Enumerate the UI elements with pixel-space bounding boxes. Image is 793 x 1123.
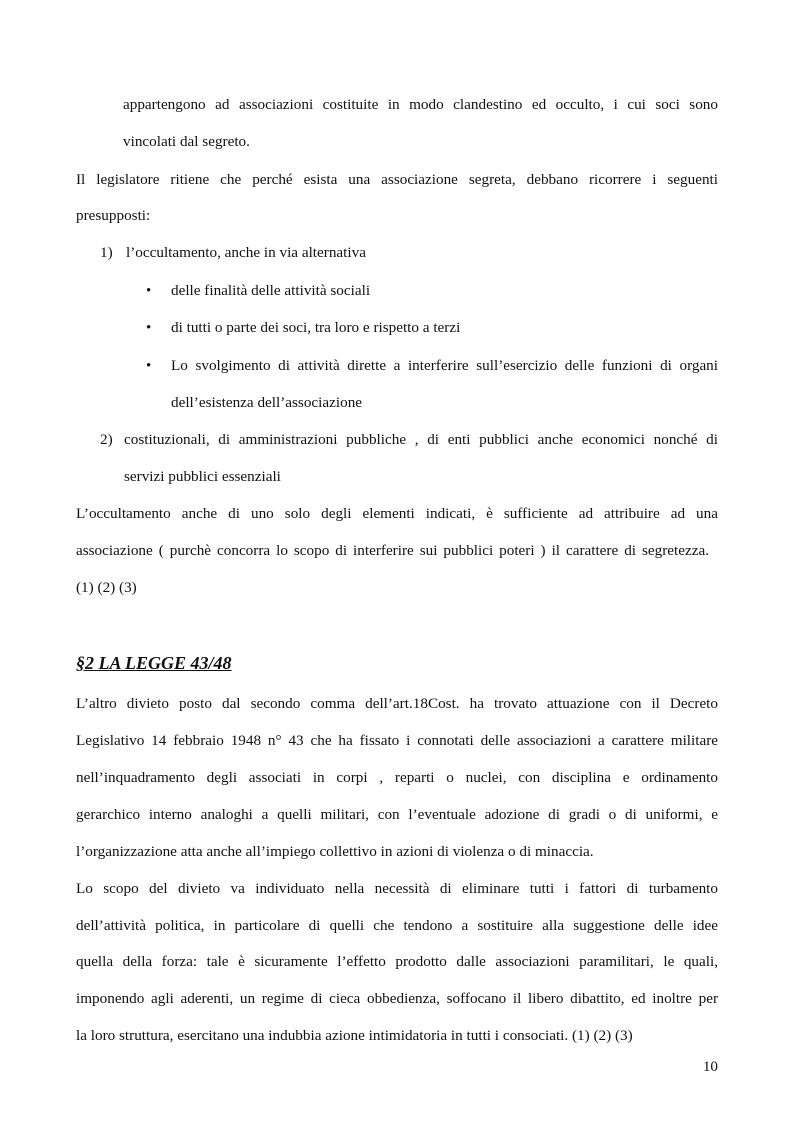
paragraph2-line-5: la loro struttura, esercitano una indubbia azione intimidatoria in tutti i consociati. (1) (2) (3)	[76, 1027, 633, 1044]
continuation-line-1: appartengono ad associazioni costituite in modo clandestino ed occulto, i cui soci sono	[123, 96, 718, 113]
bullet-icon: •	[146, 320, 152, 336]
bullet-icon: •	[146, 283, 152, 299]
paragraph1-line-5: l’organizzazione atta anche all’impiego collettivo in azioni di violenza o di minaccia.	[76, 843, 594, 860]
paragraph2-line-2: dell’attività politica, in particolare di quelli che tendono a sostituire alla suggestione delle idee	[76, 917, 718, 934]
bullet-2-text: di tutti o parte dei soci, tra loro e rispetto a terzi	[171, 319, 461, 336]
continuation-line-2: vincolati dal segreto.	[123, 133, 250, 150]
paragraph2-line-1: Lo scopo del divieto va individuato nella necessità di eliminare tutti i fattori di turbamento	[76, 880, 718, 897]
list-marker-1: 1)	[100, 244, 113, 261]
paragraph1-line-2: Legislativo 14 febbraio 1948 n° 43 che ha fissato i connotati delle associazioni a carattere militare	[76, 732, 718, 749]
list-marker-2: 2)	[100, 431, 113, 448]
bullet-1-text: delle finalità delle attività sociali	[171, 282, 371, 299]
paragraph1-line-1: L’altro divieto posto dal secondo comma dell’art.18Cost. ha trovato attuazione con il Decreto	[76, 695, 718, 712]
conclusion-citations: (1) (2) (3)	[76, 579, 137, 596]
list-item-2-line-2: servizi pubblici essenziali	[124, 468, 281, 485]
paragraph1-line-3: nell’inquadramento degli associati in corpi , reparti o nuclei, con disciplina e ordinamento	[76, 769, 718, 786]
intro-line-1: Il legislatore ritiene che perché esista una associazione segreta, debbano ricorrere i seguenti	[76, 171, 718, 188]
bullet-3-text-line-1: Lo svolgimento di attività dirette a interferire sull’esercizio delle funzioni di organi	[171, 357, 718, 374]
conclusion-line-1: L’occultamento anche di uno solo degli elementi indicati, è sufficiente ad attribuire ad una	[76, 505, 718, 522]
intro-line-2: presupposti:	[76, 207, 151, 224]
page-number: 10	[702, 1058, 718, 1075]
paragraph2-line-4: imponendo agli aderenti, un regime di cieca obbedienza, soffocano il libero dibattito, ed inoltre per	[76, 990, 718, 1007]
bullet-3-text-line-2: dell’esistenza dell’associazione	[171, 394, 363, 411]
list-item-1-text: l’occultamento, anche in via alternativa	[126, 244, 366, 261]
section-heading: §2 LA LEGGE 43/48	[76, 653, 232, 673]
paragraph1-line-4: gerarchico interno analoghi a quelli militari, con l’eventuale adozione di gradi o di uniformi, e	[76, 806, 718, 823]
conclusion-line-2: associazione ( purchè concorra lo scopo di interferire sui pubblici poteri ) il carattere di segretezza.	[76, 542, 709, 559]
list-item-2-line-1: costituzionali, di amministrazioni pubbliche , di enti pubblici anche economici nonché di	[124, 431, 718, 448]
bullet-icon: •	[146, 358, 152, 374]
paragraph2-line-3: quella della forza: tale è sicuramente l’effetto prodotto dalle associazioni paramilitari, le quali,	[76, 953, 718, 970]
